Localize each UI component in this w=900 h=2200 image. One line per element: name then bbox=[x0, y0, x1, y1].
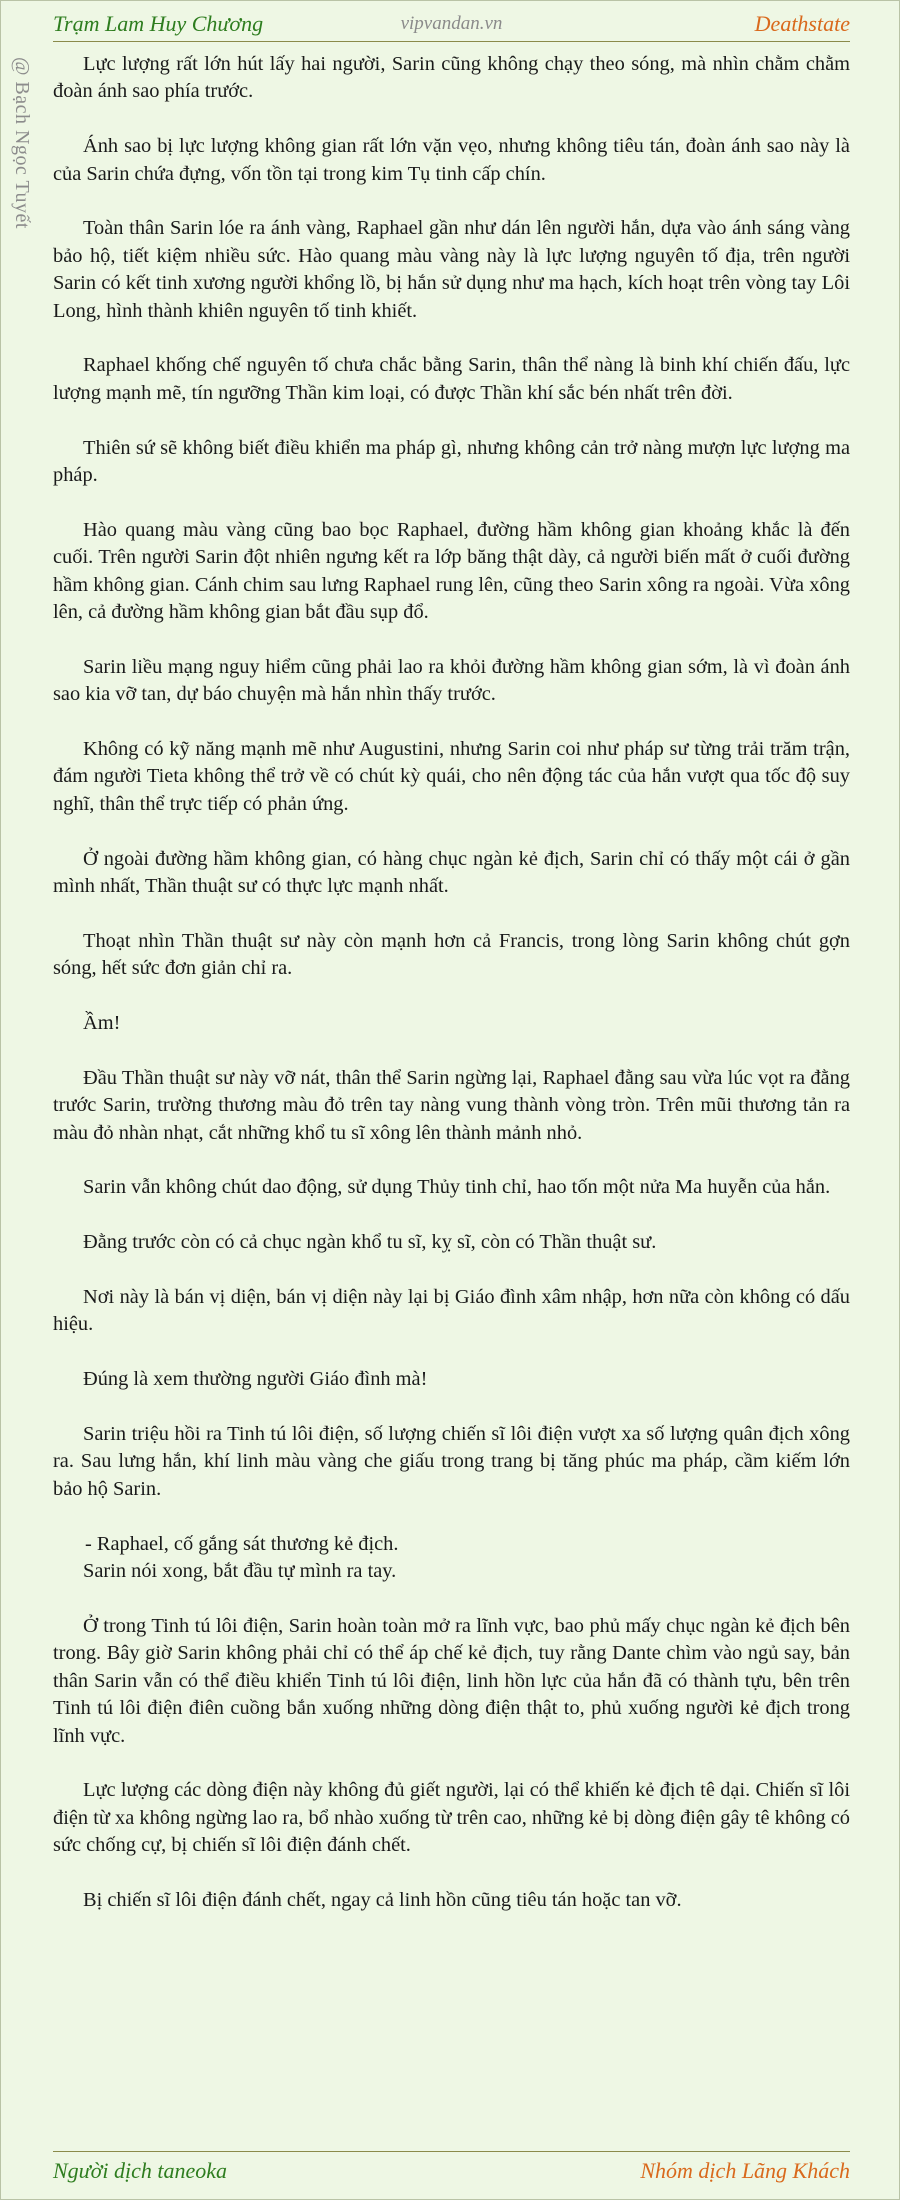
footer-translator: Người dịch taneoka bbox=[53, 2158, 228, 2183]
paragraph: Ầm! bbox=[83, 1012, 121, 1035]
paragraph: Thiên sứ sẽ không biết điều khiển ma pháp gì, nhưng không cản trở nàng mượn lực lượng ma pháp. bbox=[53, 436, 850, 487]
paragraph: Thoạt nhìn Thần thuật sư này còn mạnh hơn cả Francis, trong lòng Sarin không chút gợn sóng, hết sức đơn giản chỉ ra. bbox=[53, 929, 850, 980]
paragraph: Lực lượng rất lớn hút lấy hai người, Sarin cũng không chạy theo sóng, mà nhìn chằm chằm đoàn ánh sao phía trước. bbox=[53, 53, 850, 103]
paragraph: Không có kỹ năng mạnh mẽ như Augustini, nhưng Sarin coi như pháp sư từng trải trăm trận, đám người Tieta không thể trở về có chút kỳ quái, cho nên động tác của hắn vượt qua tốc độ suy nghĩ, thân thể trực tiếp có phản ứng. bbox=[53, 738, 850, 815]
paragraph: Bị chiến sĩ lôi điện đánh chết, ngay cả linh hồn cũng tiêu tán hoặc tan vỡ. bbox=[83, 1888, 682, 1911]
paragraph: Nơi này là bán vị diện, bán vị diện này lại bị Giáo đình xâm nhập, hơn nữa còn không có dấu hiệu. bbox=[53, 1286, 850, 1336]
paragraph: Lực lượng các dòng điện này không đủ giết người, lại có thể khiến kẻ địch tê dại. Chiến sĩ lôi điện từ xa không ngừng lao ra, bổ nhào xuống từ trên cao, những kẻ bị dòng điện gây tê không có sức chống cự, bị chiến sĩ lôi điện đánh chết. bbox=[53, 1779, 850, 1857]
header-site-title: Trạm Lam Huy Chương bbox=[53, 11, 264, 36]
dialog-narration: Sarin nói xong, bắt đầu tự mình ra tay. bbox=[83, 1560, 397, 1583]
paragraph: Đúng là xem thường người Giáo đình mà! bbox=[83, 1368, 428, 1391]
paragraph: Ở trong Tinh tú lôi điện, Sarin hoàn toàn mở ra lĩnh vực, bao phủ mấy chục ngàn kẻ địch bên trong. Bây giờ Sarin không phải chỉ có thể áp chế kẻ địch, tuy rằng Dante chìm vào ngủ say, bản thân Sarin vẫn có thể điều khiển Tinh tú lôi điện, linh hồn lực của hắn đã có thành tựu, bên trên Tinh tú lôi điện điên cuồng bắn xuống những dòng điện thật to, phủ xuống người kẻ địch trong lĩnh vực. bbox=[53, 1614, 850, 1747]
paragraph: Hào quang màu vàng cũng bao bọc Raphael, đường hầm không gian khoảng khắc là đến cuối. Trên người Sarin đột nhiên ngưng kết ra lớp băng thật dày, cả người biến mất ở cuối đường hầm không gian. Cánh chim sau lưng Raphael rung lên, cũng theo Sarin xông ra ngoài. Vừa xông lên, cả đường hầm không gian bắt đầu sụp đổ. bbox=[53, 518, 850, 624]
page-header bbox=[53, 9, 850, 42]
paragraph: Sarin vẫn không chút dao động, sử dụng Thủy tinh chỉ, hao tốn một nửa Ma huyễn của hắn. bbox=[83, 1176, 831, 1199]
paragraph: Sarin liều mạng nguy hiểm cũng phải lao ra khỏi đường hầm không gian sớm, là vì đoàn ánh sao kia vỡ tan, dự báo chuyện mà hắn nhìn thấy trước. bbox=[53, 655, 850, 706]
paragraph: Ánh sao bị lực lượng không gian rất lớn vặn vẹo, nhưng không tiêu tán, đoàn ánh sao này là của Sarin chứa đựng, vốn tồn tại trong kim Tụ tinh cấp chín. bbox=[53, 135, 850, 185]
paragraph: Sarin triệu hồi ra Tinh tú lôi điện, số lượng chiến sĩ lôi điện vượt xa số lượng quân địch xông ra. Sau lưng hắn, khí linh màu vàng che giấu trong trang bị tăng phúc ma pháp, cầm kiếm lớn bảo hộ Sarin. bbox=[53, 1423, 850, 1500]
footer-group: Nhóm dịch Lãng Khách bbox=[640, 2158, 850, 2183]
paragraph: Đằng trước còn có cả chục ngàn khổ tu sĩ, kỵ sĩ, còn có Thần thuật sư. bbox=[83, 1231, 657, 1254]
paragraph: Ở ngoài đường hầm không gian, có hàng chục ngàn kẻ địch, Sarin chỉ có thấy một cái ở gần mình nhất, Thần thuật sư có thực lực mạnh nhất. bbox=[53, 847, 850, 898]
header-website: vipvandan.vn bbox=[400, 13, 503, 34]
paragraph: Raphael khống chế nguyên tố chưa chắc bằng Sarin, thân thể nàng là binh khí chiến đấu, lực lượng mạnh mẽ, tín ngưỡng Thần kim loại, có được Thần khí sắc bén nhất trên đời. bbox=[53, 354, 850, 404]
dialog-line: - Raphael, cố gắng sát thương kẻ địch. bbox=[85, 1532, 399, 1555]
side-credit: @ Bạch Ngọc Tuyết bbox=[11, 57, 33, 229]
header-book-title: Deathstate bbox=[754, 11, 850, 36]
paragraph: Đầu Thần thuật sư này vỡ nát, thân thể Sarin ngừng lại, Raphael đằng sau vừa lúc vọt ra đằng trước Sarin, trường thương màu đỏ trên tay nàng vung thành vòng tròn. Trên mũi thương tản ra màu đỏ nhàn nhạt, cắt những khổ tu sĩ xông lên thành mảnh nhỏ. bbox=[53, 1066, 850, 1144]
paragraph: Toàn thân Sarin lóe ra ánh vàng, Raphael gần như dán lên người hắn, dựa vào ánh sáng vàng bảo hộ, tiết kiệm nhiều sức. Hào quang màu vàng này là lực lượng nguyên tố địa, trên người Sarin có kết tinh xương người khổng lồ, bị hắn sử dụng như ma hạch, kích hoạt trên vòng tay Lôi Long, hình thành khiên nguyên tố tinh khiết. bbox=[53, 217, 850, 322]
page-footer bbox=[53, 2151, 850, 2188]
chapter-text bbox=[53, 51, 850, 1942]
